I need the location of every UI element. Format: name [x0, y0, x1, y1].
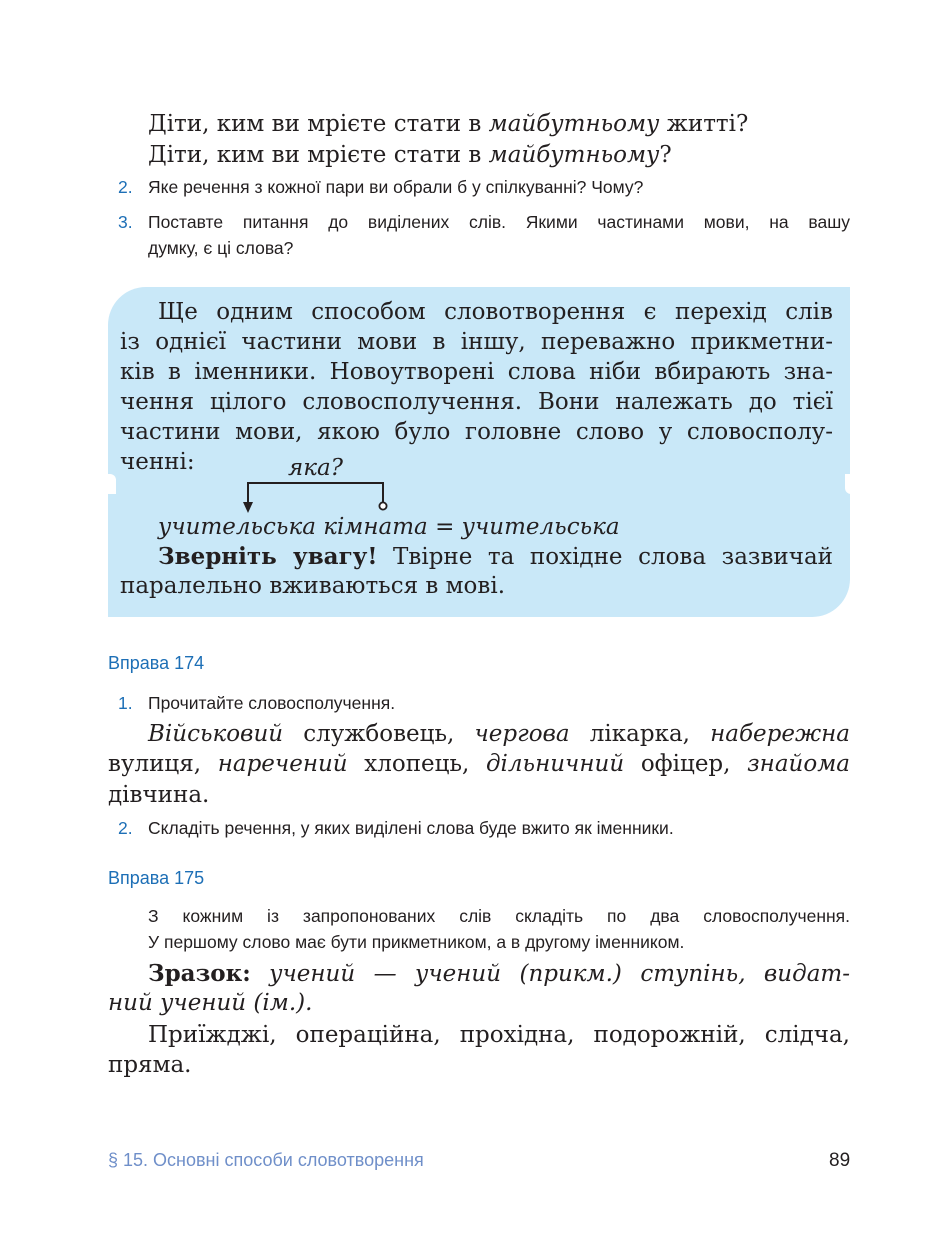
highlighted-word: чергова — [474, 721, 570, 747]
intro-text: Діти, ким ви мрієте стати в — [148, 111, 489, 137]
rule-line-2: із однієї частини мови в іншу, переважно прикметни- — [120, 329, 833, 355]
highlighted-word: набережна — [710, 721, 850, 747]
highlighted-word: наречений — [217, 751, 348, 777]
intro-text: житті? — [659, 111, 749, 137]
sample-line-2: ний учений (ім.). — [108, 990, 313, 1016]
attention-label: Зверніть увагу! — [158, 543, 378, 570]
phrase-text: офіцер, — [624, 751, 748, 777]
words-line-1: Приїжджі, операційна, прохідна, подорожній, слідча, — [148, 1022, 850, 1048]
question-label: яка? — [288, 455, 344, 481]
footer-section-title: § 15. Основні способи словотворення — [108, 1150, 424, 1170]
rule-line-3: ків в іменники. Новоутворені слова ніби вбирають зна- — [120, 359, 833, 385]
phrases-line-2 — [108, 749, 850, 780]
phrases-line-3: дівчина. — [108, 782, 210, 808]
task-text: Яке речення з кожної пари ви обрали б у спілкуванні? Чому? — [148, 177, 644, 197]
attention-line-1 — [158, 541, 833, 573]
rule-line-5: частини мови, якою було головне слово у словосполу- — [120, 419, 833, 445]
intro-sentence-2 — [148, 140, 672, 171]
exercise-174-heading: Вправа 174 — [108, 653, 205, 673]
phrase-text: хлопець, — [347, 751, 486, 777]
ex175-task-line-1: З кожним із запропонованих слів складіть по два словосполучення. — [148, 906, 850, 926]
sample-label: Зразок: — [148, 960, 251, 987]
intro-text: ? — [659, 142, 672, 168]
phrases-line-1 — [148, 719, 850, 750]
rule-line-4: чення цілого словосполучення. Вони належать до тієї — [120, 389, 833, 415]
task-2 — [118, 174, 644, 200]
attention-line-2: паралельно вживаються в мові. — [120, 573, 506, 599]
sample-text: учений — учений (прикм.) ступінь, видат- — [250, 961, 850, 987]
box-notch — [845, 474, 851, 494]
task-text: Складіть речення, у яких виділені слова буде вжито як іменники. — [148, 818, 674, 838]
derivation-example: учительська кімната = учительська — [158, 514, 620, 540]
attention-text: Твірне та похідне слова зазвичай — [377, 544, 833, 570]
footer-dot-leader — [474, 1162, 819, 1166]
task-3-line-2: думку, є ці слова? — [148, 238, 294, 258]
highlighted-word: Військовий — [148, 721, 284, 747]
phrase-text: вулиця, — [108, 751, 218, 777]
highlighted-word: дільничний — [485, 751, 625, 777]
words-line-2: пряма. — [108, 1052, 192, 1078]
sample-line-1 — [148, 958, 850, 990]
page-number: 89 — [829, 1150, 851, 1171]
ex175-task-line-2: У першому слово має бути прикметником, а в другому іменником. — [148, 932, 685, 952]
task-number: 2. — [118, 818, 133, 838]
exercise-175-heading: Вправа 175 — [108, 868, 205, 888]
ex174-task-2 — [118, 815, 674, 841]
highlighted-word: знайома — [747, 751, 850, 777]
task-text: Прочитайте словосполучення. — [148, 693, 396, 713]
highlighted-word: майбутньому — [488, 142, 660, 168]
box-notch — [108, 474, 116, 494]
task-number: 1. — [118, 693, 133, 713]
task-number: 3. — [118, 212, 133, 232]
task-3-number — [118, 209, 133, 235]
intro-text: Діти, ким ви мрієте стати в — [148, 142, 489, 168]
rule-line-6: ченні: — [120, 449, 195, 475]
task-number: 2. — [118, 177, 133, 197]
ex174-task-1 — [118, 690, 396, 716]
phrase-text: службовець, — [283, 721, 475, 747]
intro-sentence-1 — [148, 109, 748, 140]
phrase-text: лікарка, — [569, 721, 711, 747]
task-3-line-1: Поставте питання до виділених слів. Якими частинами мови, на вашу — [148, 212, 850, 232]
highlighted-word: майбутньому — [488, 111, 660, 137]
rule-line-1: Ще одним способом словотворення є перехід слів — [158, 299, 833, 325]
